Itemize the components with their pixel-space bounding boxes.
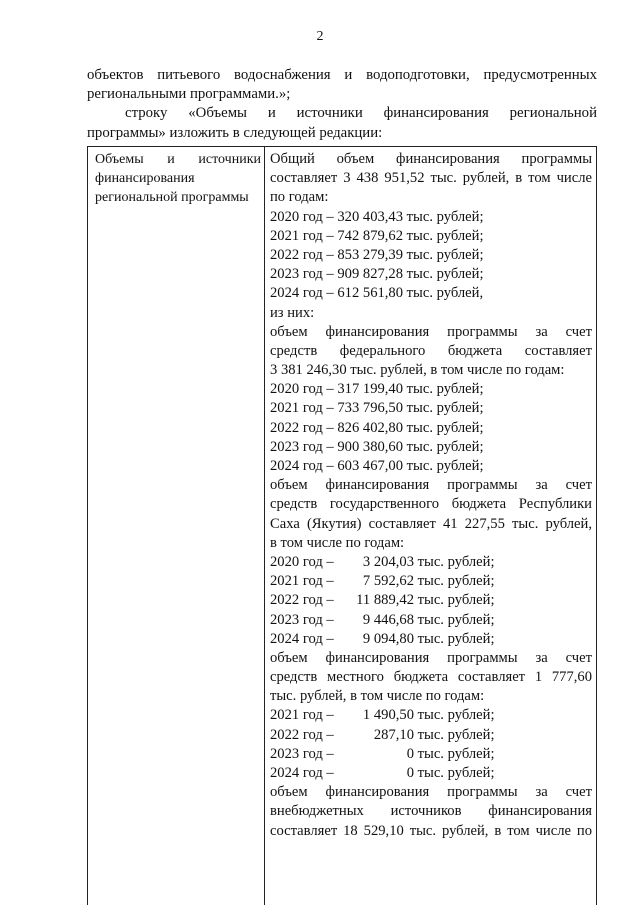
year-amount: 287,10: [373, 726, 414, 743]
year-line: [270, 706, 592, 725]
text-line: составляет 18 529,10 тыс. рублей, в том числе по: [270, 822, 592, 839]
year-line: 2022 год – 826 402,80 тыс. рублей;: [270, 419, 484, 436]
text-line: тыс. рублей, в том числе по годам:: [270, 688, 485, 705]
year-unit: тыс. рублей;: [414, 592, 495, 609]
text-line: средств местного бюджета составляет 1 777,60: [270, 669, 592, 686]
text-line: Общий объем финансирования программы: [270, 151, 592, 167]
text-line: по годам:: [270, 189, 329, 206]
table-row-label: [95, 150, 261, 208]
year-label: 2023 год –: [270, 745, 334, 762]
label-line: Объемы и источники: [95, 152, 261, 167]
year-unit: тыс. рублей;: [414, 707, 495, 724]
year-amount: 7 592,62: [362, 573, 414, 590]
year-amount: 0: [406, 745, 414, 762]
year-line: [270, 764, 592, 783]
year-line: 2021 год – 733 796,50 тыс. рублей;: [270, 400, 484, 417]
intro-line: строку «Объемы и источники финансирования региональной: [125, 105, 597, 122]
year-line: 2024 год – 603 467,00 тыс. рублей;: [270, 458, 484, 474]
year-line: 2022 год – 853 279,39 тыс. рублей;: [270, 246, 484, 263]
text-line: объем финансирования программы за счет: [270, 649, 592, 666]
year-unit: тыс. рублей;: [414, 553, 495, 570]
table-row-value: [270, 150, 592, 841]
year-line: [270, 726, 592, 745]
year-line: [270, 591, 592, 610]
year-line: 2020 год – 317 199,40 тыс. рублей;: [270, 381, 484, 398]
year-label: 2022 год –: [270, 592, 334, 609]
year-amount: 9 446,68: [362, 611, 414, 628]
text-line: Саха (Якутия) составляет 41 227,55 тыс. рублей,: [270, 515, 592, 532]
year-line: 2021 год – 742 879,62 тыс. рублей;: [270, 227, 484, 244]
text-line: из них:: [270, 304, 315, 321]
text-line: объем финансирования программы за счет: [270, 784, 592, 801]
year-unit: тыс. рублей;: [414, 611, 495, 628]
year-amount: 9 094,80: [362, 630, 414, 647]
year-label: 2021 год –: [270, 707, 334, 724]
year-amount: 1 490,50: [362, 707, 414, 724]
text-line: в том числе по годам:: [270, 534, 405, 551]
intro-paragraph: [87, 66, 597, 143]
year-label: 2022 год –: [270, 726, 334, 743]
year-unit: тыс. рублей;: [414, 726, 495, 743]
year-unit: тыс. рублей;: [414, 745, 495, 762]
text-line: средств государственного бюджета Республики: [270, 496, 592, 513]
year-amount: 0: [406, 765, 414, 781]
label-line: финансирования: [95, 171, 195, 187]
year-line: 2020 год – 320 403,43 тыс. рублей;: [270, 208, 484, 225]
year-label: 2021 год –: [270, 573, 334, 590]
page-number: 2: [316, 29, 324, 44]
year-label: 2020 год –: [270, 553, 334, 570]
intro-line: объектов питьевого водоснабжения и водоподготовки, предусмотренных: [87, 67, 597, 83]
year-line: [270, 553, 592, 572]
text-line: объем финансирования программы за счет: [270, 477, 592, 494]
year-line: [270, 630, 592, 649]
intro-line: региональными программами.»;: [87, 86, 291, 103]
year-unit: тыс. рублей;: [414, 573, 495, 590]
text-line: составляет 3 438 951,52 тыс. рублей, в том числе: [270, 170, 592, 187]
year-line: [270, 745, 592, 764]
year-amount: 11 889,42: [356, 592, 414, 609]
funding-table: [87, 146, 597, 905]
text-line: внебюджетных источников финансирования: [270, 803, 592, 820]
text-line: 3 381 246,30 тыс. рублей, в том числе по годам:: [270, 362, 565, 379]
intro-line: программы» изложить в следующей редакции:: [87, 124, 383, 141]
year-line: [270, 611, 592, 630]
year-amount: 3 204,03: [362, 553, 414, 570]
year-line: 2024 год – 612 561,80 тыс. рублей,: [270, 285, 484, 302]
text-line: средств федерального бюджета составляет: [270, 342, 592, 359]
year-line: 2023 год – 909 827,28 тыс. рублей;: [270, 266, 484, 283]
year-line: [270, 572, 592, 591]
year-label: 2024 год –: [270, 630, 334, 647]
text-line: объем финансирования программы за счет: [270, 323, 592, 340]
year-label: 2024 год –: [270, 765, 334, 781]
year-unit: тыс. рублей;: [414, 630, 495, 647]
year-unit: тыс. рублей;: [414, 765, 495, 781]
column-divider: [264, 147, 265, 905]
label-line: региональной программы: [95, 190, 249, 206]
year-line: 2023 год – 900 380,60 тыс. рублей;: [270, 438, 484, 455]
year-label: 2023 год –: [270, 611, 334, 628]
